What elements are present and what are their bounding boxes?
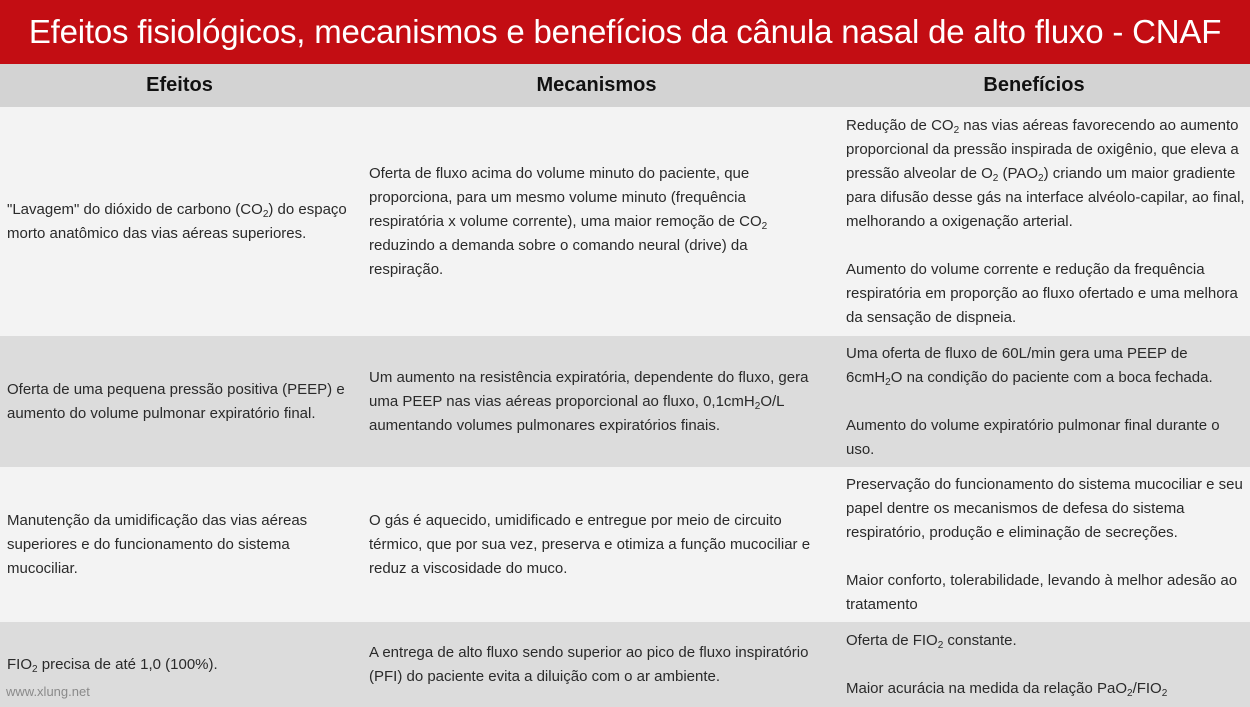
cell-mecanismo <box>369 107 824 336</box>
table-row <box>0 107 1250 336</box>
cell-text: O gás é aquecido, umidificado e entregue por meio de circuito térmico, que por sua vez, preserva e otimiza a função mucociliar e reduz a viscosidade do muco. <box>369 511 811 577</box>
beneficio-paragraph: Redução de $CO_2$ nas vias aéreas favorecendo ao aumento proporcional da pressão inspirada de oxigênio, que eleva a pressão alveolar de $O_2$ $(PAO_2)$ criando um maior gradiente para difusão desse gás na interface alvéolo-capilar, ao final, melhorando a oxigenação arterial. <box>846 116 1245 230</box>
cell-text: Manutenção da umidificação das vias aéreas superiores e do funcionamento do sistema mucociliar. <box>7 511 308 577</box>
page-title: Efeitos fisiológicos, mecanismos e benefícios da cânula nasal de alto fluxo - CNAF <box>0 0 1250 64</box>
beneficio-paragraph: Uma oferta de fluxo de 60L/min gera uma PEEP de 6cmH$_2$O na condição do paciente com a boca fechada. <box>846 344 1213 388</box>
table-header <box>0 64 1250 107</box>
table-row <box>0 336 1250 467</box>
beneficio-paragraph: Maior conforto, tolerabilidade, levando à melhor adesão ao tratamento <box>846 571 1238 613</box>
table-row <box>0 622 1250 707</box>
cell-text: A entrega de alto fluxo sendo superior ao pico de fluxo inspiratório (PFI) do paciente evita a diluição com o ar ambiente. <box>369 643 809 685</box>
beneficio-paragraph: Aumento do volume corrente e redução da frequência respiratória em proporção ao fluxo ofertado e uma melhora da sensação de dispneia. <box>846 260 1238 326</box>
cell-text: Oferta de uma pequena pressão positiva (PEEP) e aumento do volume pulmonar expiratório final. <box>7 380 345 422</box>
cell-text: $FIO_2$ precisa de até 1,0 (100%). <box>7 655 218 675</box>
cell-mecanismo <box>369 622 824 707</box>
cell-beneficios <box>846 107 1248 336</box>
header-beneficios: Benefícios <box>983 74 1085 96</box>
cell-text: Um aumento na resistência expiratória, dependente do fluxo, gera uma PEEP nas vias aéreas proporcional ao fluxo, 0,1cmH$_2$O/L aumentando volumes pulmonares expiratórios finais. <box>369 368 809 434</box>
cell-beneficios <box>846 336 1248 467</box>
table-row <box>0 467 1250 622</box>
beneficio-paragraph: Oferta de $FIO_2$ constante. <box>846 631 1017 651</box>
cell-efeito <box>7 467 352 622</box>
header-mecanismos: Mecanismos <box>536 74 657 96</box>
cell-text: Oferta de fluxo acima do volume minuto do paciente, que proporciona, para um mesmo volume minuto (frequência respiratória x volume corrente), uma maior remoção de $CO_2$ reduzindo a demanda sobre o comando neural (drive) da respiração. <box>369 164 768 278</box>
cell-beneficios <box>846 467 1248 622</box>
cell-efeito <box>7 107 352 336</box>
beneficio-paragraph: Preservação do funcionamento do sistema mucociliar e seu papel dentre os mecanismos de defesa do sistema respiratório, produção e eliminação de secreções. <box>846 475 1243 541</box>
cell-beneficios <box>846 622 1248 707</box>
beneficio-paragraph: Aumento do volume expiratório pulmonar final durante o uso. <box>846 416 1220 458</box>
cell-mecanismo <box>369 336 824 467</box>
cell-text: "Lavagem" do dióxido de carbono $(CO_2)$ do espaço morto anatômico das vias aéreas superiores. <box>7 200 347 242</box>
header-efeitos: Efeitos <box>146 74 213 96</box>
cell-efeito <box>7 336 352 467</box>
beneficio-paragraph: Maior acurácia na medida da relação $PaO_2/FIO_2$ <box>846 679 1168 699</box>
cell-mecanismo <box>369 467 824 622</box>
watermark[interactable]: www.xlung.net <box>6 684 90 699</box>
